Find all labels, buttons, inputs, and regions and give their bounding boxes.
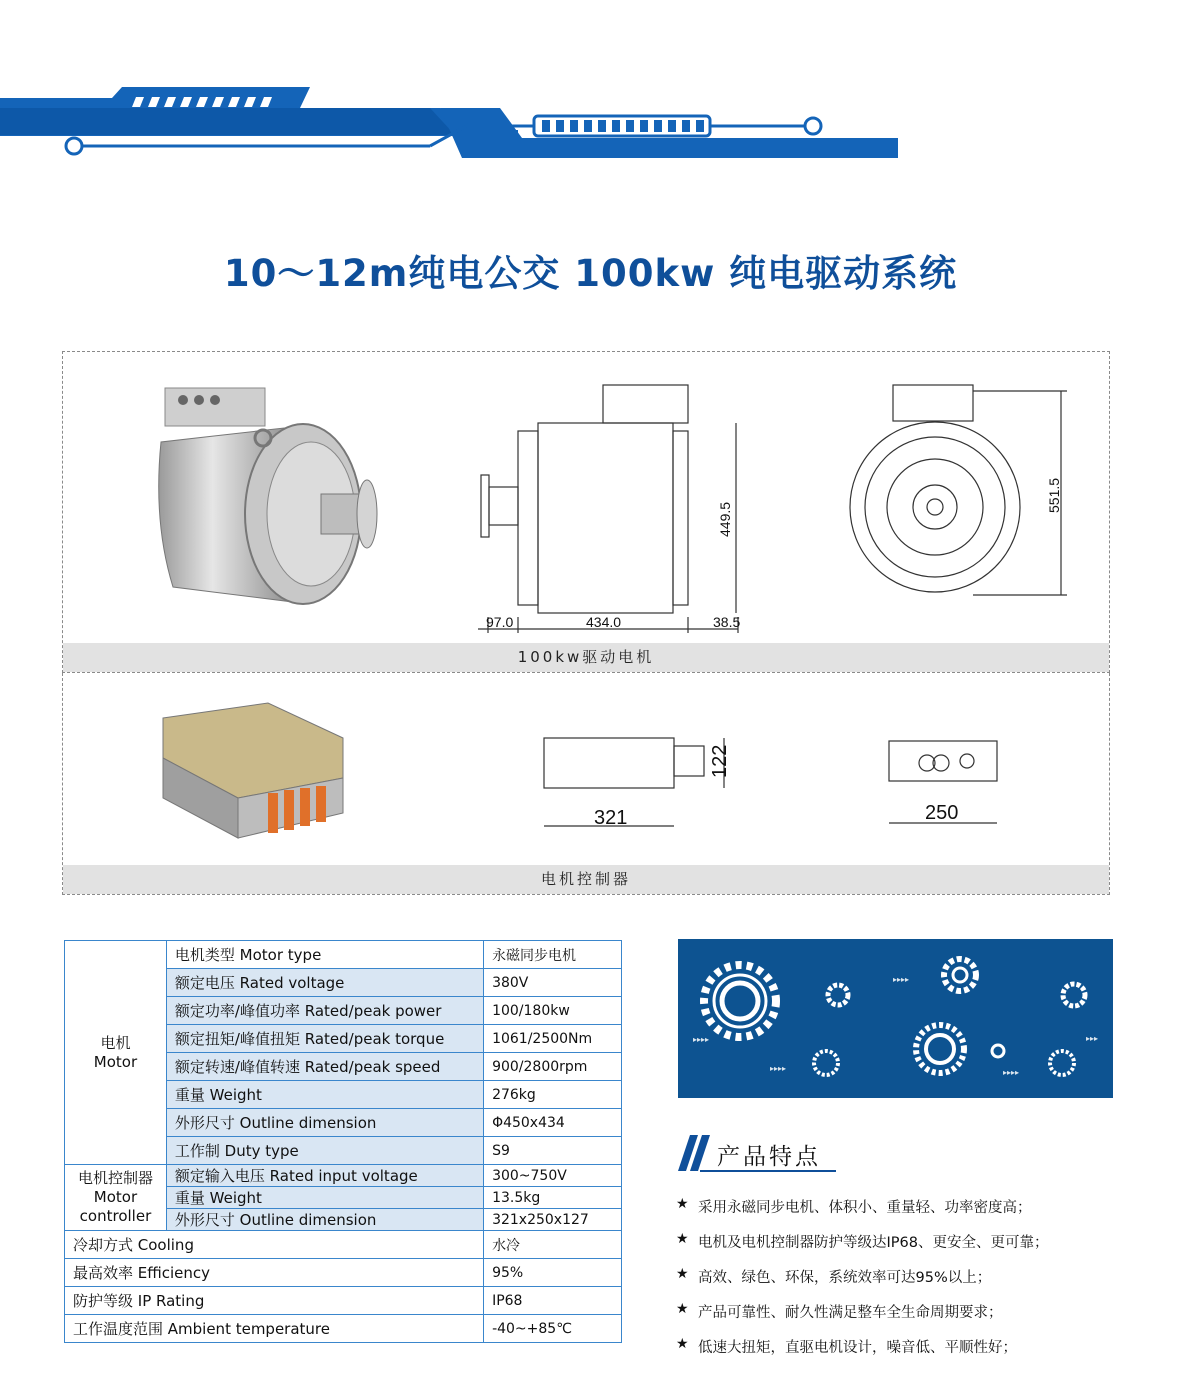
- table-row: [65, 1231, 622, 1259]
- spec-value: 380V: [484, 969, 622, 997]
- star-icon: ★: [676, 1301, 689, 1317]
- spec-value: 276kg: [484, 1081, 622, 1109]
- controller-group-cell: [65, 1165, 167, 1231]
- spec-label: 额定输入电压 Rated input voltage: [166, 1165, 483, 1187]
- svg-text:▸▸▸▸: ▸▸▸▸: [770, 1064, 787, 1073]
- spec-value: 水冷: [484, 1231, 622, 1259]
- list-item: [676, 1231, 1048, 1266]
- star-icon: ★: [676, 1266, 689, 1282]
- spec-value: Φ450x434: [484, 1109, 622, 1137]
- spec-value: IP68: [484, 1287, 622, 1315]
- spec-label: 防护等级 IP Rating: [65, 1287, 484, 1315]
- spec-value: 321x250x127: [484, 1209, 622, 1231]
- spec-label: 外形尺寸 Outline dimension: [166, 1109, 483, 1137]
- controller-group-en1: Motor: [93, 1188, 138, 1206]
- spec-value: 13.5kg: [484, 1187, 622, 1209]
- gear-illustration: [678, 939, 1113, 1098]
- motor-body-len: 434.0: [586, 614, 622, 630]
- controller-front-drawing: [883, 733, 1003, 833]
- table-row: [65, 1287, 622, 1315]
- motor-left-len: 97.0: [486, 614, 514, 630]
- features-heading: 产品特点: [717, 1144, 821, 1170]
- svg-text:▸▸▸▸: ▸▸▸▸: [1003, 1068, 1020, 1077]
- table-row: [65, 941, 622, 969]
- controller-side-length: 321: [594, 807, 628, 829]
- controller-side-drawing: [538, 728, 738, 838]
- feature-text: 低速大扭矩，直驱电机设计，噪音低、平顺性好；: [698, 1340, 1017, 1356]
- spec-label: 冷却方式 Cooling: [65, 1231, 484, 1259]
- controller-side-height: 122: [709, 744, 731, 778]
- list-item: [676, 1301, 1048, 1336]
- spec-label: 额定功率/峰值功率 Rated/peak power: [166, 997, 483, 1025]
- feature-text: 高效、绿色、环保，系统效率可达95%以上；: [698, 1270, 992, 1286]
- svg-text:▸▸▸: ▸▸▸: [1086, 1034, 1099, 1043]
- motor-panel: [62, 351, 1110, 673]
- motor-right-len: 38.5: [713, 614, 741, 630]
- spec-value: 900/2800rpm: [484, 1053, 622, 1081]
- motor-group-cell: [65, 941, 167, 1165]
- features-list: [676, 1196, 1048, 1371]
- controller-photo: [158, 698, 348, 848]
- controller-group-cn: 电机控制器: [77, 1169, 153, 1187]
- table-row: [65, 1259, 622, 1287]
- motor-front-height: 551.5: [1046, 477, 1062, 513]
- motor-group-en: Motor: [93, 1052, 138, 1071]
- spec-value: 300~750V: [484, 1165, 622, 1187]
- controller-front-width: 250: [925, 802, 959, 824]
- list-item: [676, 1266, 1048, 1301]
- star-icon: ★: [676, 1196, 689, 1212]
- spec-label: 电机类型 Motor type: [166, 941, 483, 969]
- feature-text: 产品可靠性、耐久性满足整车全生命周期要求；: [698, 1305, 1003, 1321]
- spec-label: 重量 Weight: [166, 1081, 483, 1109]
- motor-side-height: 449.5: [717, 501, 733, 537]
- table-row: [65, 1165, 622, 1187]
- spec-label: 工作制 Duty type: [166, 1137, 483, 1165]
- motor-front-drawing: [823, 377, 1073, 607]
- spec-value: 100/180kw: [484, 997, 622, 1025]
- spec-value: S9: [484, 1137, 622, 1165]
- spec-table: [64, 940, 622, 1343]
- spec-label: 重量 Weight: [166, 1187, 483, 1209]
- spec-label: 外形尺寸 Outline dimension: [166, 1209, 483, 1231]
- controller-group-en2: controller: [79, 1207, 152, 1225]
- svg-text:▸▸▸▸: ▸▸▸▸: [893, 975, 910, 984]
- star-icon: ★: [676, 1231, 689, 1247]
- list-item: [676, 1336, 1048, 1371]
- spec-value: 永磁同步电机: [484, 941, 622, 969]
- header-banner: [0, 80, 1181, 170]
- motor-side-drawing: [468, 367, 758, 637]
- motor-caption: 100kw驱动电机: [63, 643, 1109, 672]
- star-icon: ★: [676, 1336, 689, 1352]
- controller-panel: [62, 673, 1110, 895]
- spec-label: 工作温度范围 Ambient temperature: [65, 1315, 484, 1343]
- spec-value: 1061/2500Nm: [484, 1025, 622, 1053]
- motor-group-cn: 电机: [100, 1033, 131, 1052]
- page-title: 10～12m纯电公交 100kw 纯电驱动系统: [223, 252, 958, 295]
- motor-photo: [143, 382, 393, 612]
- spec-label: 额定扭矩/峰值扭矩 Rated/peak torque: [166, 1025, 483, 1053]
- svg-text:▸▸▸▸: ▸▸▸▸: [693, 1035, 710, 1044]
- spec-label: 最高效率 Efficiency: [65, 1259, 484, 1287]
- feature-text: 采用永磁同步电机、体积小、重量轻、功率密度高；: [698, 1200, 1032, 1216]
- spec-value: 95%: [484, 1259, 622, 1287]
- spec-label: 额定电压 Rated voltage: [166, 969, 483, 997]
- feature-text: 电机及电机控制器防护等级达IP68、更安全、更可靠；: [698, 1235, 1049, 1251]
- table-row: [65, 1315, 622, 1343]
- spec-label: 额定转速/峰值转速 Rated/peak speed: [166, 1053, 483, 1081]
- list-item: [676, 1196, 1048, 1231]
- features-underline: [700, 1170, 836, 1172]
- controller-caption: 电机控制器: [63, 865, 1109, 894]
- spec-value: -40~+85℃: [484, 1315, 622, 1343]
